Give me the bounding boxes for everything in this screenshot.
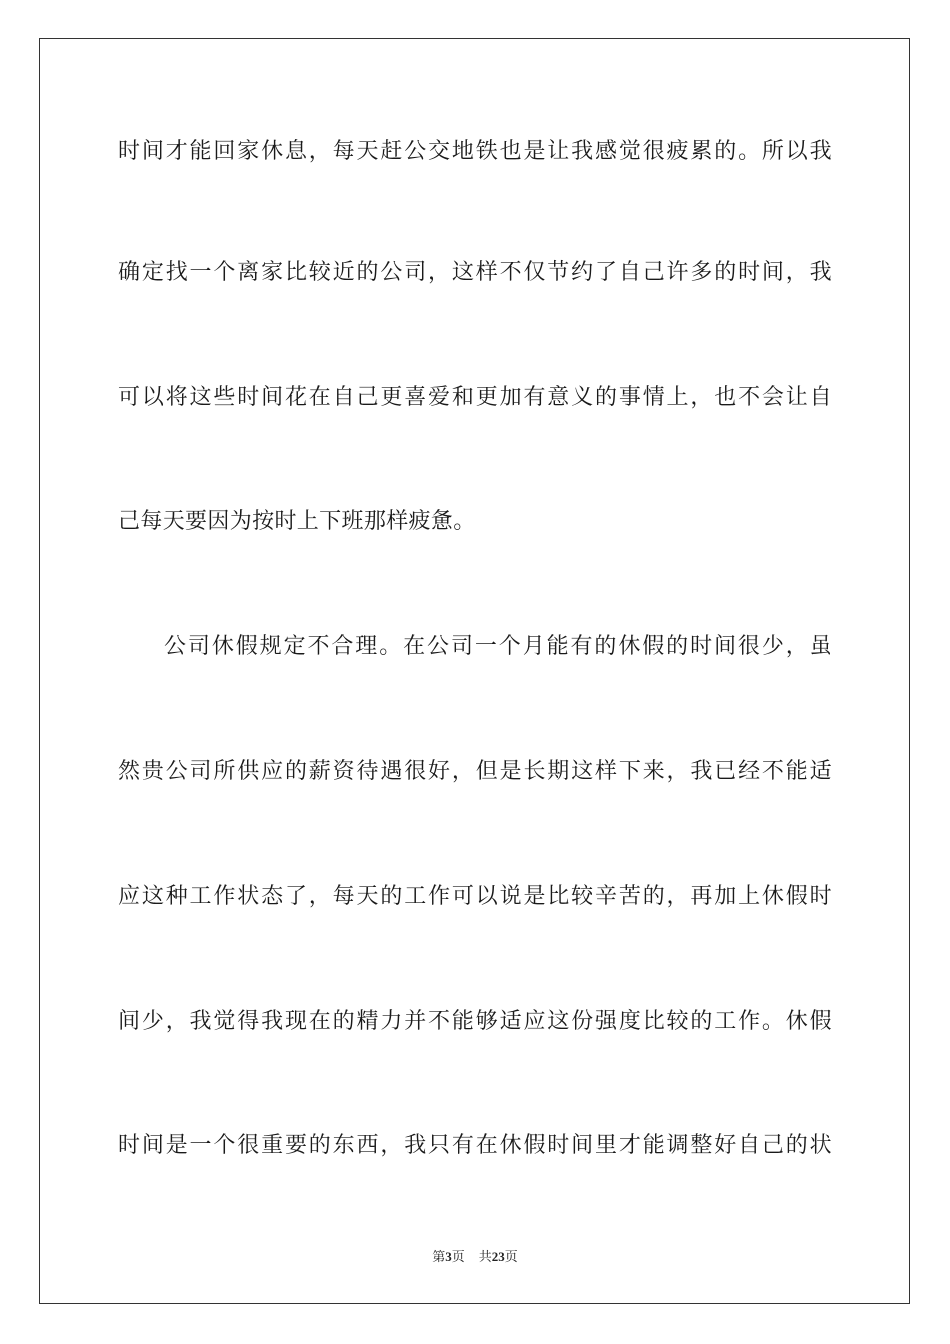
body-text-line: 间少，我觉得我现在的精力并不能够适应这份强度比较的工作。休假 (118, 1009, 832, 1034)
page-suffix: 页 (451, 1250, 465, 1265)
body-text-line: 时间是一个很重要的东西，我只有在休假时间里才能调整好自己的状 (118, 1133, 832, 1158)
paragraph-first-line: 公司休假规定不合理。在公司一个月能有的休假的时间很少，虽 (164, 634, 832, 659)
page-prefix: 第 (432, 1250, 446, 1265)
body-text-line: 己每天要因为按时上下班那样疲惫。 (118, 509, 476, 534)
body-text-line: 可以将这些时间花在自己更喜爱和更加有意义的事情上，也不会让自 (118, 385, 832, 410)
page-border (39, 38, 910, 1304)
total-pages: 23 (491, 1249, 505, 1264)
body-text-line: 应这种工作状态了，每天的工作可以说是比较辛苦的，再加上休假时 (118, 884, 832, 909)
page-footer (0, 1248, 950, 1267)
body-text-line: 时间才能回家休息，每天赶公交地铁也是让我感觉很疲累的。所以我 (118, 139, 832, 164)
total-suffix: 页 (504, 1250, 518, 1265)
page-number: 3 (445, 1249, 452, 1264)
body-text-line: 确定找一个离家比较近的公司，这样不仅节约了自己许多的时间，我 (118, 260, 832, 285)
total-prefix: 共 (478, 1250, 492, 1265)
body-text-line: 然贵公司所供应的薪资待遇很好，但是长期这样下来，我已经不能适 (118, 759, 832, 784)
